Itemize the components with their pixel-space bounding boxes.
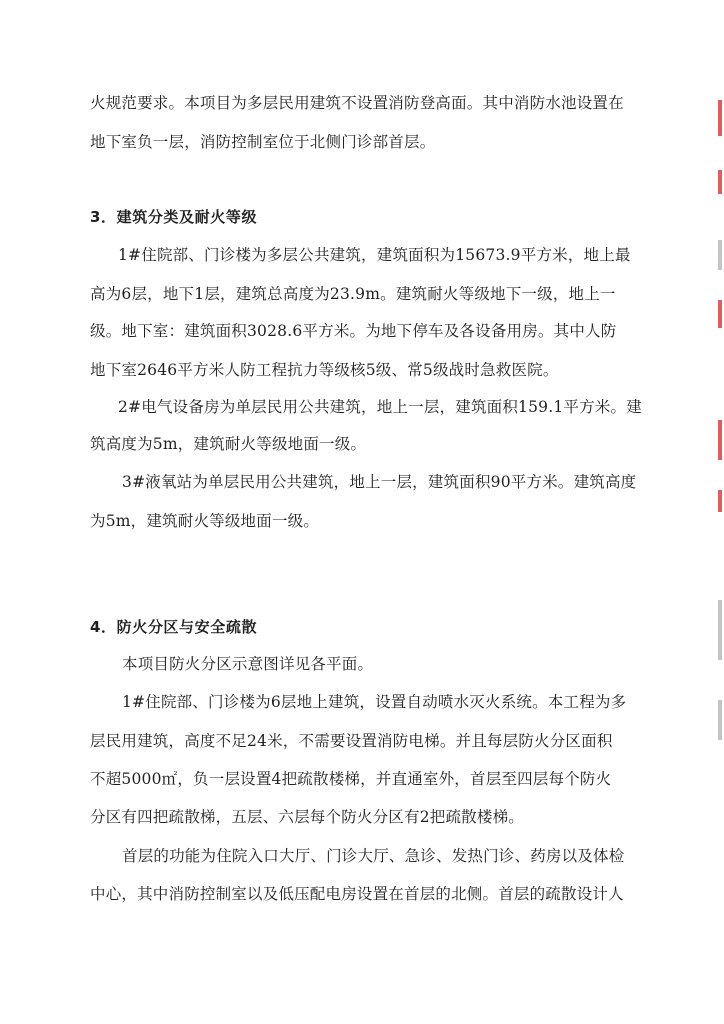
scan-edge-mark (718, 100, 722, 136)
text-line: 高为6层，地下1层，建筑总高度为23.9m。建筑耐火等级地下一级，地上一 (90, 285, 616, 303)
scan-edge-mark (718, 300, 722, 328)
section-heading: 4．防火分区与安全疏散 (90, 618, 258, 636)
text-line: 火规范要求。本项目为多层民用建筑不设置消防登高面。其中消防水池设置在 (90, 94, 624, 112)
text-line: 地下室负一层，消防控制室位于北侧门诊部首层。 (90, 133, 436, 151)
text-line: 1#住院部、门诊楼为多层公共建筑，建筑面积为15673.9平方米，地上最 (118, 246, 631, 264)
scan-edge-mark (718, 170, 722, 194)
text-line: 3#液氧站为单层民用公共建筑，地上一层，建筑面积90平方米。建筑高度 (122, 473, 637, 491)
text-line: 层民用建筑，高度不足24米，不需要设置消防电梯。并且每层防火分区面积 (90, 732, 613, 750)
text-line: 筑高度为5m，建筑耐火等级地面一级。 (90, 435, 367, 453)
scan-edge-mark (718, 490, 722, 512)
text-line: 2#电气设备房为单层民用公共建筑，地上一层，建筑面积159.1平方米。建 (118, 398, 642, 416)
text-line: 地下室2646平方米人防工程抗力等级核5级、常5级战时急救医院。 (90, 361, 559, 379)
scan-edge-mark (718, 600, 722, 660)
text-line: 中心，其中消防控制室以及低压配电房设置在首层的北侧。首层的疏散设计人 (90, 885, 624, 903)
scan-edge-mark (718, 240, 722, 270)
text-line: 本项目防火分区示意图详见各平面。 (122, 655, 374, 673)
text-line: 分区有四把疏散梯，五层、六层每个防火分区有2把疏散楼梯。 (90, 808, 524, 826)
text-line: 不超5000㎡，负一层设置4把疏散楼梯，并直通室外，首层至四层每个防火 (90, 770, 612, 788)
text-line: 1#住院部、门诊楼为6层地上建筑，设置自动喷水灭火系统。本工程为多 (122, 693, 627, 711)
section-heading: 3．建筑分类及耐火等级 (90, 208, 258, 226)
text-line: 为5m，建筑耐火等级地面一级。 (90, 512, 320, 530)
text-line: 首层的功能为住院入口大厅、门诊大厅、急诊、发热门诊、药房以及体检 (122, 847, 625, 865)
scan-edge-mark (718, 420, 722, 460)
scan-edge-mark (718, 700, 722, 740)
text-line: 级。地下室：建筑面积3028.6平方米。为地下停车及各设备用房。其中人防 (90, 322, 617, 340)
